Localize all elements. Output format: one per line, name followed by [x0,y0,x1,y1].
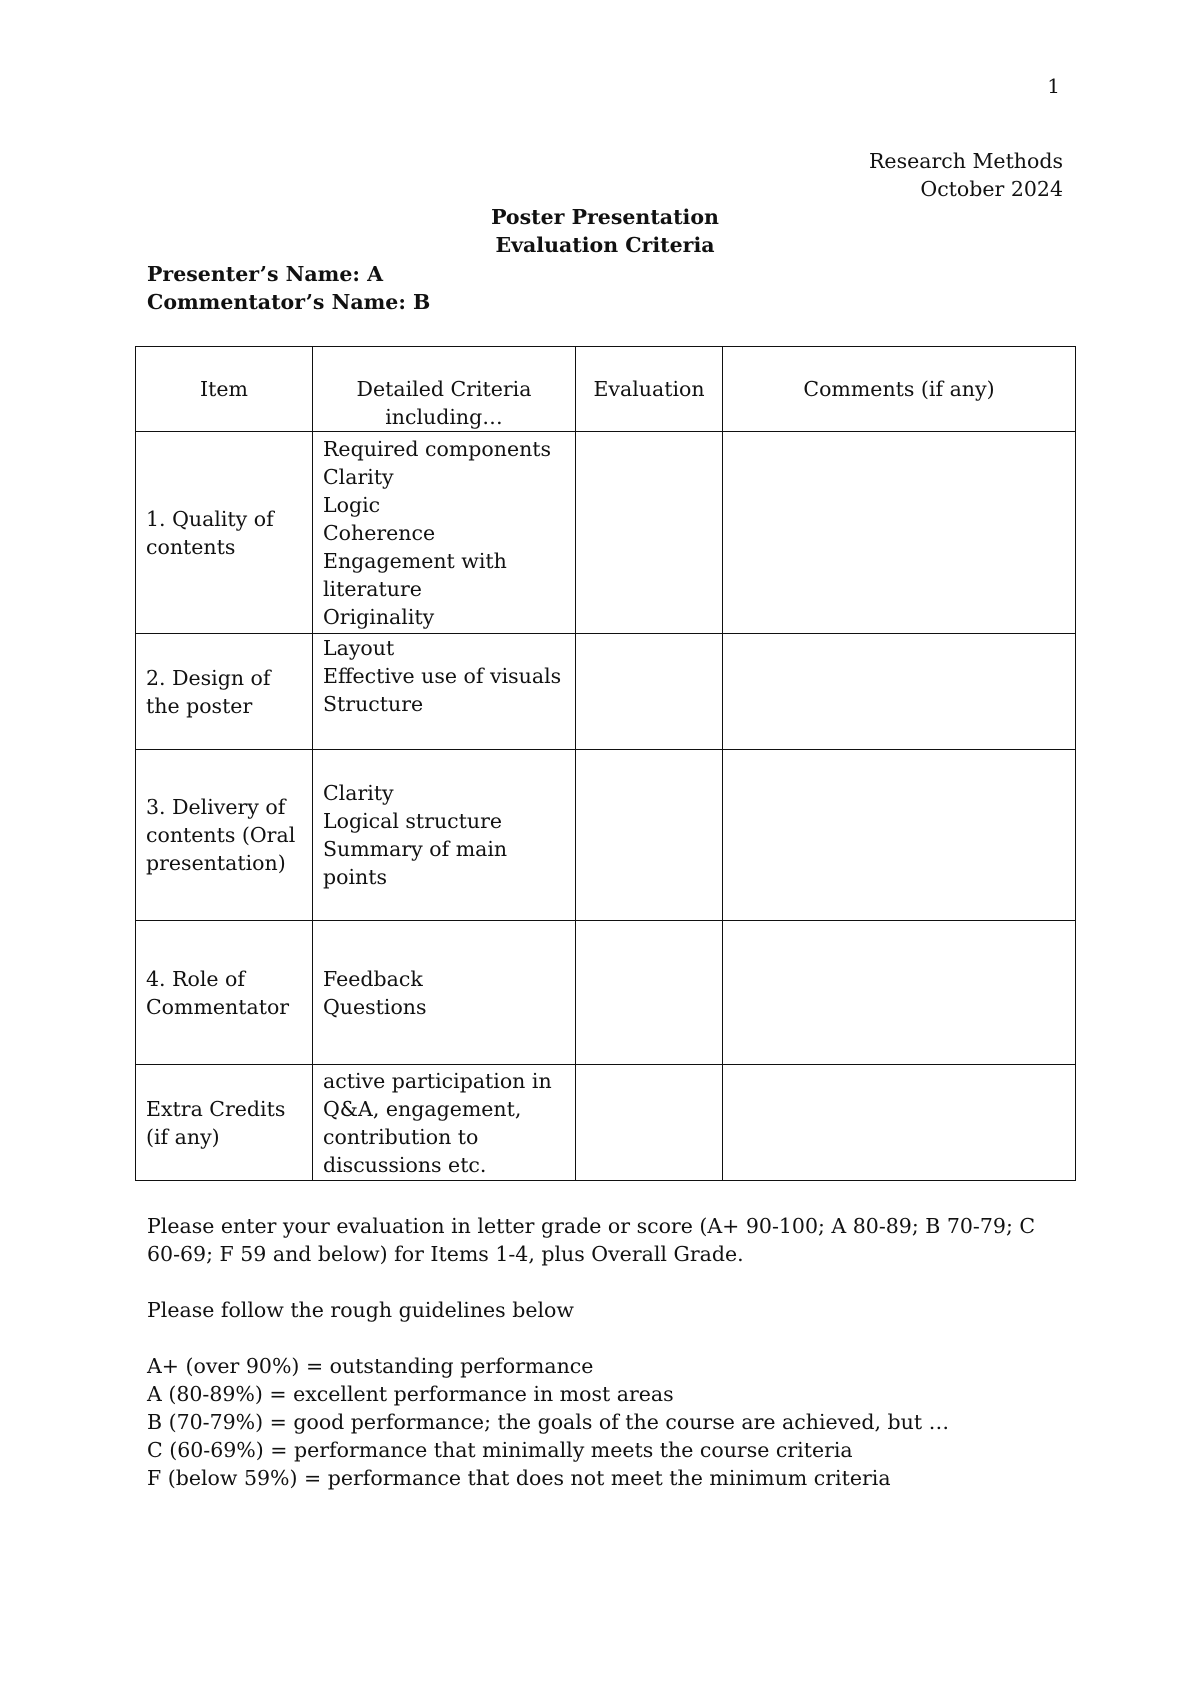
item-label: 1. Quality of contents [136,432,313,634]
presenter-name: Presenter’s Name: A [147,262,383,286]
criteria-line: Logic [323,492,381,517]
criteria-line: Effective use of visuals [323,664,562,688]
item-label: 2. Design of the poster [136,634,313,750]
item-label: 3. Delivery of contents (Oral presentation) [136,750,313,921]
evaluation-cell[interactable] [576,750,723,921]
grade-guideline-f: F (below 59%) = performance that does not meet the minimum criteria [147,1466,891,1490]
table-row [136,921,1076,1065]
table-row [136,432,1076,634]
title-line-1: Poster Presentation [491,205,719,229]
item-label: Extra Credits (if any) [136,1065,313,1181]
page-title [0,203,1200,259]
evaluation-table [135,346,1076,1181]
criteria-line: Structure [323,692,424,716]
instructions-section [147,1212,1067,1492]
item-label: 4. Role of Commentator [136,921,313,1065]
table-row [136,1065,1076,1181]
grade-guideline-c: C (60-69%) = performance that minimally meets the course criteria [147,1438,853,1462]
evaluation-cell[interactable] [576,921,723,1065]
table-header-row [136,347,1076,432]
criteria-cell: active participation in Q&A, engagement, contribution to discussions etc. [313,1065,576,1181]
comments-cell[interactable] [723,921,1076,1065]
document-header [869,147,1063,203]
header-evaluation: Evaluation [576,347,723,432]
criteria-cell [313,432,576,634]
comments-cell[interactable] [723,750,1076,921]
criteria-line: Questions [323,994,427,1019]
grade-guideline-a-plus: A+ (over 90%) = outstanding performance [147,1354,594,1378]
grade-guidelines [147,1352,1067,1492]
instruction-text: Please enter your evaluation in letter grade or score (A+ 90-100; A 80-89; B 70-79; C 60-69; F 59 and below) for Items 1-4, plus Overall Grade. [147,1214,1036,1266]
criteria-line: Required components [323,436,552,461]
criteria-cell [313,634,576,750]
header-item: Item [136,347,313,432]
document-date: October 2024 [920,177,1063,201]
grade-guideline-b: B (70-79%) = good performance; the goals of the course are achieved, but … [147,1410,950,1434]
criteria-line: Layout [323,636,395,660]
comments-cell[interactable] [723,1065,1076,1181]
criteria-line: Coherence [323,520,436,545]
evaluation-cell[interactable] [576,432,723,634]
criteria-cell [313,750,576,921]
criteria-cell [313,921,576,1065]
criteria-line: Feedback [323,966,423,991]
grade-guideline-a: A (80-89%) = excellent performance in most areas [147,1382,674,1406]
criteria-line: Engagement with literature [323,548,507,601]
criteria-line: Logical structure [323,809,503,833]
comments-cell[interactable] [723,432,1076,634]
guideline-intro: Please follow the rough guidelines below [147,1298,574,1322]
table-row [136,634,1076,750]
header-comments: Comments (if any) [723,347,1076,432]
header-criteria: Detailed Criteria including… [313,347,576,432]
criteria-line: Clarity [323,781,394,805]
evaluation-cell[interactable] [576,1065,723,1181]
name-fields [147,260,430,316]
title-line-2: Evaluation Criteria [495,233,715,257]
evaluation-cell[interactable] [576,634,723,750]
criteria-line: Originality [323,604,435,629]
criteria-line: Clarity [323,464,394,489]
commentator-name: Commentator’s Name: B [147,290,431,314]
course-name: Research Methods [869,149,1063,173]
comments-cell[interactable] [723,634,1076,750]
table-row [136,750,1076,921]
page-number: 1 [1047,74,1060,98]
criteria-line: Summary of main points [323,837,508,889]
